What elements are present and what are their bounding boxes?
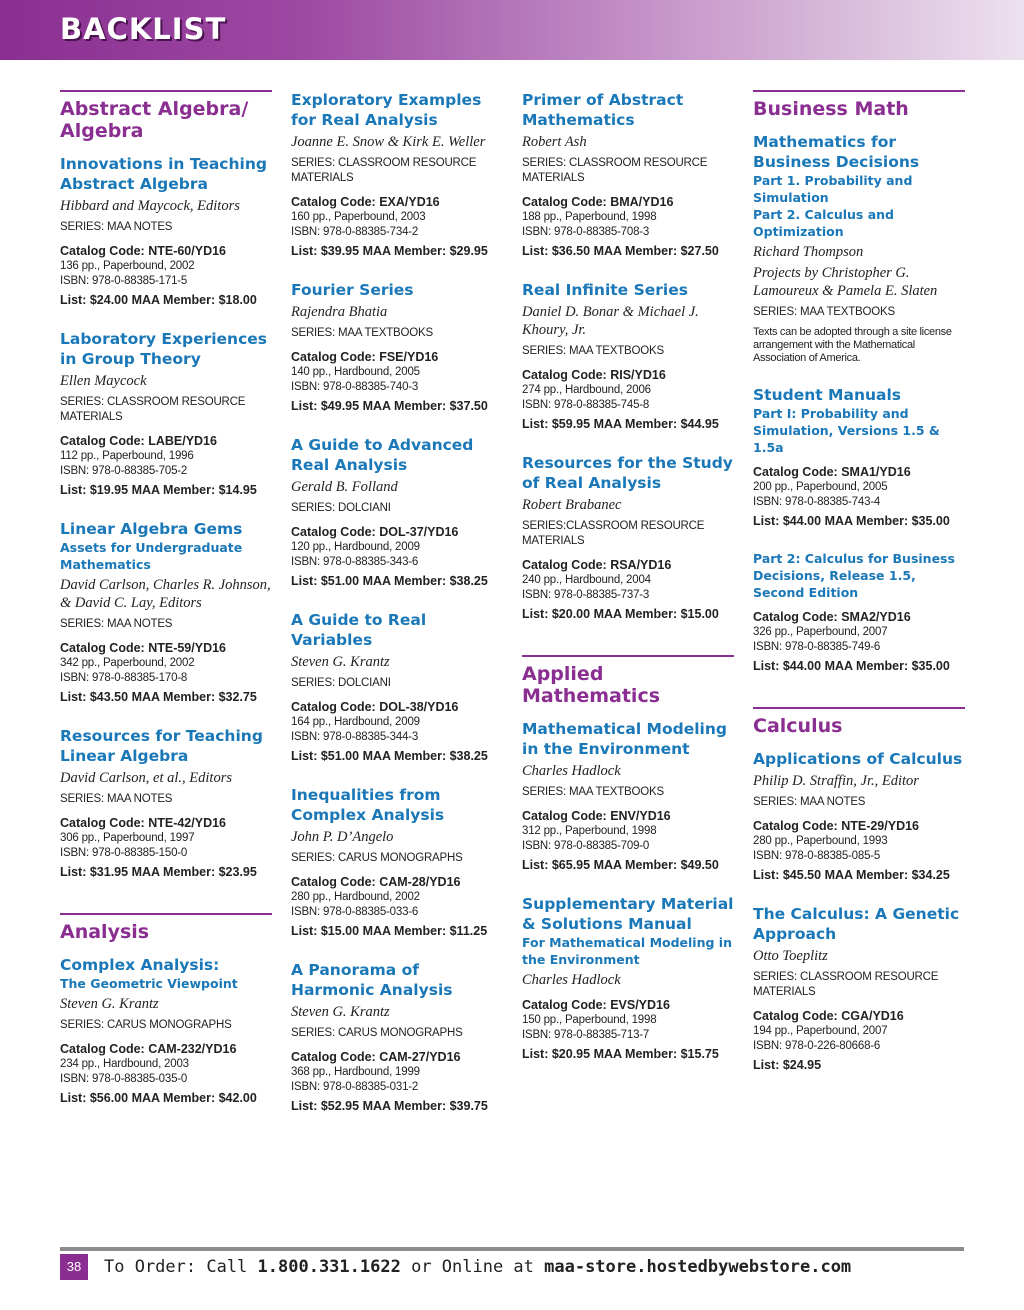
book-entry xyxy=(753,904,965,1074)
catalog-code: Catalog Code: CAM-232/YD16 xyxy=(60,1042,237,1056)
book-format: 140 pp., Hardbound, 2005 xyxy=(291,366,420,378)
book-price: List: $36.50 MAA Member: $27.50 xyxy=(522,244,719,258)
book-title[interactable]: Mathematical Modeling in the Environment xyxy=(522,720,727,758)
book-series: SERIES: MAA TEXTBOOKS xyxy=(291,327,433,339)
catalog-code: Catalog Code: CAM-28/YD16 xyxy=(291,875,461,889)
order-url[interactable]: maa-store.hostedbywebstore.com xyxy=(544,1257,852,1277)
catalog-code: Catalog Code: EXA/YD16 xyxy=(291,195,440,209)
book-title[interactable]: Inequalities from Complex Analysis xyxy=(291,786,445,824)
book-title[interactable]: Laboratory Experiences in Group Theory xyxy=(60,330,268,368)
book-subtitle: Part I: Probability and Simulation, Versions 1.5 & 1.5a xyxy=(753,406,940,455)
book-isbn: ISBN: 978-0-88385-344-3 xyxy=(291,731,419,743)
book-entry xyxy=(522,453,734,623)
book-price: List: $19.95 MAA Member: $14.95 xyxy=(60,483,257,497)
book-author: Richard Thompson xyxy=(753,244,864,260)
book-price: List: $24.00 MAA Member: $18.00 xyxy=(60,293,257,307)
column-4 xyxy=(753,90,965,1094)
catalog-code: Catalog Code: CAM-27/YD16 xyxy=(291,1050,461,1064)
book-entry xyxy=(753,385,965,530)
book-note: Texts can be adopted through a site license arrangement with the Mathematical Association of America. xyxy=(753,326,952,364)
book-title[interactable]: Mathematics for Business Decisions xyxy=(753,133,920,171)
book-format: 326 pp., Paperbound, 2007 xyxy=(753,626,888,638)
book-title[interactable]: A Guide to Real Variables xyxy=(291,611,427,649)
section-header xyxy=(753,707,965,737)
book-price: List: $52.95 MAA Member: $39.75 xyxy=(291,1099,488,1113)
book-title[interactable]: Resources for Teaching Linear Algebra xyxy=(60,727,263,765)
book-author: Projects by Christopher G. Lamoureux & Pamela E. Slaten xyxy=(753,265,938,299)
book-price: List: $31.95 MAA Member: $23.95 xyxy=(60,865,257,879)
book-format: 136 pp., Paperbound, 2002 xyxy=(60,260,195,272)
book-format: 164 pp., Hardbound, 2009 xyxy=(291,716,420,728)
catalog-code: Catalog Code: CGA/YD16 xyxy=(753,1009,904,1023)
book-price: List: $44.00 MAA Member: $35.00 xyxy=(753,659,950,673)
catalog-code: Catalog Code: SMA1/YD16 xyxy=(753,465,911,479)
book-series: SERIES: MAA NOTES xyxy=(753,796,866,808)
book-title[interactable]: Resources for the Study of Real Analysis xyxy=(522,454,733,492)
book-author: Steven G. Krantz xyxy=(291,654,390,670)
book-author: Steven G. Krantz xyxy=(60,996,159,1012)
book-entry xyxy=(60,955,272,1107)
header-banner xyxy=(0,0,1024,60)
book-series: SERIES: MAA TEXTBOOKS xyxy=(522,786,664,798)
book-series: SERIES: MAA NOTES xyxy=(60,618,173,630)
book-title[interactable]: Innovations in Teaching Abstract Algebra xyxy=(60,155,267,193)
book-title[interactable]: Complex Analysis: xyxy=(60,956,220,974)
catalog-code: Catalog Code: DOL-37/YD16 xyxy=(291,525,459,539)
book-series: SERIES: MAA NOTES xyxy=(60,221,173,233)
book-price: List: $59.95 MAA Member: $44.95 xyxy=(522,417,719,431)
book-price: List: $51.00 MAA Member: $38.25 xyxy=(291,574,488,588)
book-format: 112 pp., Paperbound, 1996 xyxy=(60,450,194,462)
book-format: 120 pp., Hardbound, 2009 xyxy=(291,541,420,553)
book-author: Charles Hadlock xyxy=(522,763,621,779)
book-title[interactable]: Student Manuals xyxy=(753,386,902,404)
book-format: 280 pp., Hardbound, 2002 xyxy=(291,891,420,903)
page-number: 38 xyxy=(60,1254,88,1280)
catalog-code: Catalog Code: NTE-42/YD16 xyxy=(60,816,227,830)
book-price: List: $51.00 MAA Member: $38.25 xyxy=(291,749,488,763)
book-format: 150 pp., Paperbound, 1998 xyxy=(522,1014,657,1026)
book-subtitle: For Mathematical Modeling in the Environment xyxy=(522,935,732,967)
book-format: 342 pp., Paperbound, 2002 xyxy=(60,657,195,669)
book-format: 280 pp., Paperbound, 1993 xyxy=(753,835,888,847)
section-rule xyxy=(60,913,272,915)
book-author: Rajendra Bhatia xyxy=(291,304,388,320)
book-entry xyxy=(522,90,734,260)
book-series: SERIES: DOLCIANI xyxy=(291,502,391,514)
section-title: Analysis xyxy=(60,921,150,943)
catalog-code: Catalog Code: LABE/YD16 xyxy=(60,434,217,448)
book-entry xyxy=(522,280,734,433)
section-header xyxy=(60,90,272,142)
book-series: SERIES: CARUS MONOGRAPHS xyxy=(291,852,463,864)
section-rule xyxy=(753,707,965,709)
book-title[interactable]: Supplementary Material & Solutions Manual xyxy=(522,895,734,933)
book-entry xyxy=(753,550,965,675)
book-isbn: ISBN: 978-0-88385-708-3 xyxy=(522,226,650,238)
book-series: SERIES: CARUS MONOGRAPHS xyxy=(291,1027,463,1039)
book-price: List: $45.50 MAA Member: $34.25 xyxy=(753,868,950,882)
book-entry xyxy=(60,329,272,499)
book-isbn: ISBN: 978-0-226-80668-6 xyxy=(753,1040,881,1052)
book-isbn: ISBN: 978-0-88385-170-8 xyxy=(60,672,188,684)
book-price: List: $49.95 MAA Member: $37.50 xyxy=(291,399,488,413)
catalog-code: Catalog Code: BMA/YD16 xyxy=(522,195,674,209)
book-format: 160 pp., Paperbound, 2003 xyxy=(291,211,426,223)
book-author: David Carlson, et al., Editors xyxy=(60,770,232,786)
book-title[interactable]: A Panorama of Harmonic Analysis xyxy=(291,961,453,999)
section-title: Abstract Algebra/ Algebra xyxy=(60,98,249,142)
book-entry xyxy=(522,719,734,874)
book-series: SERIES: MAA TEXTBOOKS xyxy=(753,306,895,318)
book-author: Gerald B. Folland xyxy=(291,479,398,495)
book-series: SERIES: CLASSROOM RESOURCE MATERIALS xyxy=(753,971,939,998)
section-title: Business Math xyxy=(753,98,909,120)
book-author: Otto Toeplitz xyxy=(753,948,828,964)
book-author: David Carlson, Charles R. Johnson, & David C. Lay, Editors xyxy=(60,577,271,611)
catalog-code: Catalog Code: NTE-29/YD16 xyxy=(753,819,920,833)
book-format: 306 pp., Paperbound, 1997 xyxy=(60,832,195,844)
book-subtitle: Part 1. Probability and Simulation xyxy=(753,173,913,205)
book-author: Joanne E. Snow & Kirk E. Weller xyxy=(291,134,486,150)
column-3 xyxy=(522,90,734,1083)
column-2 xyxy=(291,90,503,1135)
book-author: Charles Hadlock xyxy=(522,972,621,988)
book-series: SERIES: DOLCIANI xyxy=(291,677,391,689)
order-phone[interactable]: 1.800.331.1622 xyxy=(257,1257,401,1277)
book-title[interactable]: Real Infinite Series xyxy=(522,281,688,299)
section-header xyxy=(522,655,734,707)
book-price: List: $44.00 MAA Member: $35.00 xyxy=(753,514,950,528)
section-rule xyxy=(60,90,272,92)
book-format: 188 pp., Paperbound, 1998 xyxy=(522,211,657,223)
book-author: Philip D. Straffin, Jr., Editor xyxy=(753,773,919,789)
book-entry xyxy=(291,785,503,940)
book-entry xyxy=(60,154,272,309)
book-format: 234 pp., Hardbound, 2003 xyxy=(60,1058,189,1070)
book-entry xyxy=(291,90,503,260)
book-author: Hibbard and Maycock, Editors xyxy=(60,198,240,214)
order-mid: or Online at xyxy=(400,1257,545,1277)
book-author: Robert Brabanec xyxy=(522,497,622,513)
book-entry xyxy=(291,960,503,1115)
book-title[interactable]: Applications of Calculus xyxy=(753,750,963,768)
book-format: 368 pp., Hardbound, 1999 xyxy=(291,1066,420,1078)
book-author: John P. D’Angelo xyxy=(291,829,394,845)
book-isbn: ISBN: 978-0-88385-734-2 xyxy=(291,226,419,238)
catalog-code: Catalog Code: FSE/YD16 xyxy=(291,350,439,364)
book-price: List: $20.00 MAA Member: $15.00 xyxy=(522,607,719,621)
section-title: Applied Mathematics xyxy=(522,663,661,707)
book-subtitle: Part 2. Calculus and Optimization xyxy=(753,207,895,239)
catalog-code: Catalog Code: RIS/YD16 xyxy=(522,368,666,382)
catalog-code: Catalog Code: RSA/YD16 xyxy=(522,558,672,572)
section-header xyxy=(60,913,272,943)
book-format: 200 pp., Paperbound, 2005 xyxy=(753,481,888,493)
book-series: SERIES: MAA NOTES xyxy=(60,793,173,805)
book-format: 194 pp., Paperbound, 2007 xyxy=(753,1025,888,1037)
book-entry xyxy=(522,894,734,1063)
catalog-code: Catalog Code: SMA2/YD16 xyxy=(753,610,911,624)
book-title[interactable]: A Guide to Advanced Real Analysis xyxy=(291,436,474,474)
book-isbn: ISBN: 978-0-88385-745-8 xyxy=(522,399,650,411)
book-isbn: ISBN: 978-0-88385-749-6 xyxy=(753,641,881,653)
catalog-code: Catalog Code: EVS/YD16 xyxy=(522,998,670,1012)
book-title[interactable]: Fourier Series xyxy=(291,281,414,299)
book-isbn: ISBN: 978-0-88385-171-5 xyxy=(60,275,188,287)
section-rule xyxy=(522,655,734,657)
book-isbn: ISBN: 978-0-88385-709-0 xyxy=(522,840,650,852)
book-entry xyxy=(753,132,965,365)
book-series: SERIES: MAA TEXTBOOKS xyxy=(522,345,664,357)
book-price: List: $20.95 MAA Member: $15.75 xyxy=(522,1047,719,1061)
book-format: 312 pp., Paperbound, 1998 xyxy=(522,825,657,837)
book-title[interactable]: Primer of Abstract Mathematics xyxy=(522,91,684,129)
book-subtitle: The Geometric Viewpoint xyxy=(60,976,238,991)
book-price: List: $56.00 MAA Member: $42.00 xyxy=(60,1091,257,1105)
book-entry xyxy=(60,726,272,881)
book-series: SERIES: CARUS MONOGRAPHS xyxy=(60,1019,232,1031)
catalog-code: Catalog Code: NTE-60/YD16 xyxy=(60,244,227,258)
book-series: SERIES: CLASSROOM RESOURCE MATERIALS xyxy=(522,157,708,184)
catalog-code: Catalog Code: NTE-59/YD16 xyxy=(60,641,227,655)
book-isbn: ISBN: 978-0-88385-737-3 xyxy=(522,589,650,601)
book-subtitle: Assets for Undergraduate Mathematics xyxy=(60,540,243,572)
book-series: SERIES: CLASSROOM RESOURCE MATERIALS xyxy=(291,157,477,184)
book-price: List: $39.95 MAA Member: $29.95 xyxy=(291,244,488,258)
book-isbn: ISBN: 978-0-88385-705-2 xyxy=(60,465,188,477)
book-isbn: ISBN: 978-0-88385-150-0 xyxy=(60,847,188,859)
book-format: 274 pp., Hardbound, 2006 xyxy=(522,384,651,396)
section-title: Calculus xyxy=(753,715,843,737)
book-entry xyxy=(291,280,503,415)
section-header xyxy=(753,90,965,120)
page-title: BACKLIST xyxy=(60,12,227,46)
footer-rule xyxy=(60,1247,964,1251)
book-isbn: ISBN: 978-0-88385-740-3 xyxy=(291,381,419,393)
column-1 xyxy=(60,90,272,1127)
book-subtitle: Part 2: Calculus for Business Decisions, Release 1.5, Second Edition xyxy=(753,551,955,600)
book-price: List: $24.95 xyxy=(753,1058,822,1072)
book-price: List: $43.50 MAA Member: $32.75 xyxy=(60,690,257,704)
book-isbn: ISBN: 978-0-88385-031-2 xyxy=(291,1081,419,1093)
book-entry xyxy=(291,610,503,765)
book-entry xyxy=(753,749,965,884)
book-isbn: ISBN: 978-0-88385-743-4 xyxy=(753,496,881,508)
book-series: SERIES: CLASSROOM RESOURCE MATERIALS xyxy=(60,396,246,423)
book-entry xyxy=(60,519,272,706)
book-author: Robert Ash xyxy=(522,134,587,150)
book-series: SERIES:CLASSROOM RESOURCE MATERIALS xyxy=(522,520,705,547)
book-title[interactable]: Linear Algebra Gems xyxy=(60,520,243,538)
book-price: List: $65.95 MAA Member: $49.50 xyxy=(522,858,719,872)
book-title[interactable]: The Calculus: A Genetic Approach xyxy=(753,905,960,943)
catalog-code: Catalog Code: ENV/YD16 xyxy=(522,809,671,823)
order-prefix: To Order: Call xyxy=(104,1257,258,1277)
book-isbn: ISBN: 978-0-88385-085-5 xyxy=(753,850,881,862)
book-author: Steven G. Krantz xyxy=(291,1004,390,1020)
order-line xyxy=(104,1254,851,1280)
book-isbn: ISBN: 978-0-88385-713-7 xyxy=(522,1029,650,1041)
book-isbn: ISBN: 978-0-88385-035-0 xyxy=(60,1073,188,1085)
book-isbn: ISBN: 978-0-88385-033-6 xyxy=(291,906,419,918)
section-rule xyxy=(753,90,965,92)
book-title[interactable]: Exploratory Examples for Real Analysis xyxy=(291,91,482,129)
book-author: Ellen Maycock xyxy=(60,373,147,389)
book-isbn: ISBN: 978-0-88385-343-6 xyxy=(291,556,419,568)
book-entry xyxy=(291,435,503,590)
book-format: 240 pp., Hardbound, 2004 xyxy=(522,574,651,586)
book-price: List: $15.00 MAA Member: $11.25 xyxy=(291,924,488,938)
book-author: Daniel D. Bonar & Michael J. Khoury, Jr. xyxy=(522,304,699,338)
catalog-code: Catalog Code: DOL-38/YD16 xyxy=(291,700,459,714)
